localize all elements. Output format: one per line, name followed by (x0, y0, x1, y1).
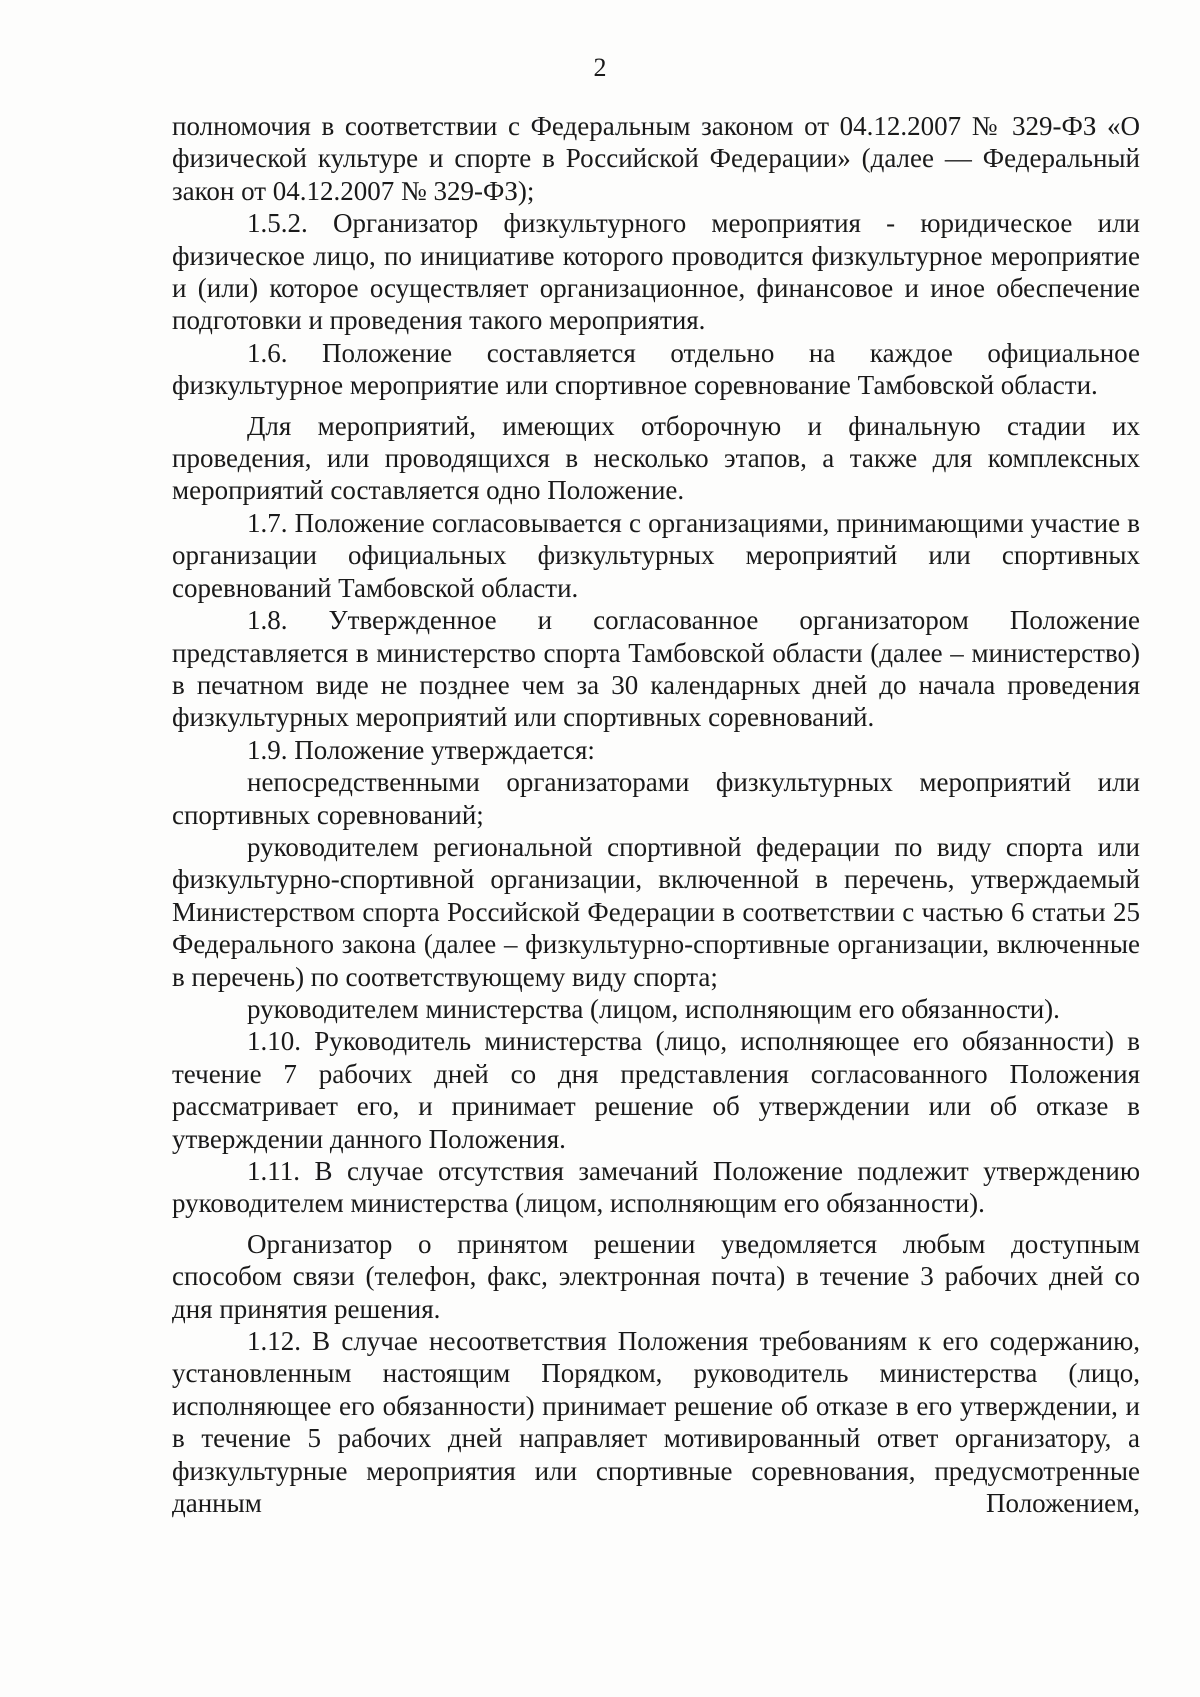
paragraph-1-6-regulation-per-event: 1.6. Положение составляется отдельно на каждое официальное физкультурное мероприятие или спортивное соревнование Тамбовской области. (172, 337, 1140, 401)
paragraph-1-5-2-organizer-definition: 1.5.2. Организатор физкультурного мероприятия - юридическое или физическое лицо, по инициативе которого проводится физкультурное мероприятие и (или) которое осуществляет организационное, финансовое и иное обеспечение подготовки и проведения такого мероприятия. (172, 208, 1140, 336)
paragraph-federal-law-reference: полномочия в соответствии с Федеральным законом от 04.12.2007 № 329-ФЗ «О физической культуре и спорте в Российской Федерации» (далее — Федеральный закон от 04.12.2007 № 329-ФЗ); (172, 111, 1140, 206)
page-number: 2 (593, 53, 607, 82)
paragraph-1-10-review-period: 1.10. Руководитель министерства (лицо, исполняющее его обязанности) в течение 7 рабочих дней со дня представления согласованного Положения рассматривает его, и принимает решение об утверждении или об отказе в утверждении данного Положения. (172, 1026, 1140, 1154)
paragraph-multi-stage-events: Для мероприятий, имеющих отборочную и финальную стадии их проведения, или проводящихся в несколько этапов, а также для комплексных мероприятий составляется одно Положение. (172, 410, 1140, 506)
paragraph-approver-direct-organizers: непосредственными организаторами физкультурных мероприятий или спортивных соревнований; (172, 767, 1140, 830)
paragraph-approver-regional-federation: руководителем региональной спортивной федерации по виду спорта или физкультурно-спортивной организации, включенной в перечень, утверждаемый Министерством спорта Российской Федерации в соответствии с частью 6 статьи 25 Федерального закона (далее – физкультурно-спортивные организации, включенные в перечень) по соответствующему виду спорта; (172, 831, 1140, 992)
paragraph-1-12-refusal: 1.12. В случае несоответствия Положения требованиям к его содержанию, установленным настоящим Порядком, руководитель министерства (лицо, исполняющее его обязанности) принимает решение об отказе в его утверждении, и в течение 5 рабочих дней направляет мотивированный ответ организатору, а физкультурные мероприятия или спортивные соревнования, предусмотренные данным Положением, (172, 1326, 1140, 1519)
paragraph-approver-ministry-head: руководителем министерства (лицом, исполняющим его обязанности). (247, 993, 1060, 1024)
paragraph-1-7-approval-with-organizations: 1.7. Положение согласовывается с организациями, принимающими участие в организации официальных физкультурных мероприятий или спортивных соревнований Тамбовской области. (172, 507, 1140, 603)
document-body (172, 110, 1140, 1519)
paragraph-1-11-approval-without-remarks: 1.11. В случае отсутствия замечаний Положение подлежит утверждению руководителем министерства (лицом, исполняющим его обязанности). (172, 1156, 1140, 1219)
paragraph-organizer-notification: Организатор о принятом решении уведомляется любым доступным способом связи (телефон, факс, электронная почта) в течение 3 рабочих дней со дня принятия решения. (172, 1228, 1140, 1324)
paragraph-1-8-submission-to-ministry: 1.8. Утвержденное и согласованное организатором Положение представляется в министерство спорта Тамбовской области (далее – министерство) в печатном виде не позднее чем за 30 календарных дней до начала проведения физкультурных мероприятий или спортивных соревнований. (172, 605, 1140, 733)
paragraph-1-9-approved-by: 1.9. Положение утверждается: (247, 734, 595, 765)
